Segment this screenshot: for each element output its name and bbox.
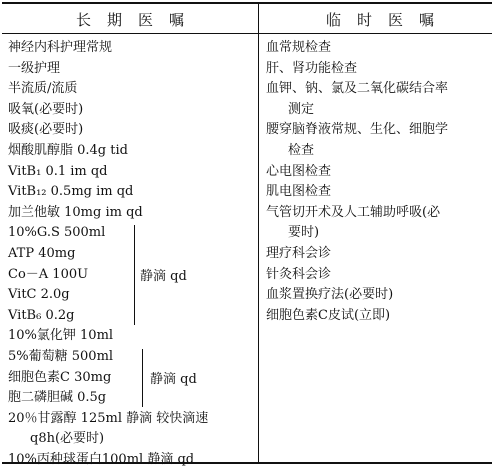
infusion-item: 胞二磷胆碱 0.5g — [8, 390, 107, 406]
order-line: 吸氧(必要时) — [8, 101, 84, 117]
infusion-item: ATP 40mg — [8, 245, 76, 261]
order-line: 烟酸肌醇脂 0.4g tid — [8, 142, 128, 158]
infusion-item: 10%氯化钾 10ml — [8, 328, 114, 344]
temporary-orders-column — [266, 38, 488, 326]
temporary-order-line: 测定 — [288, 101, 315, 117]
order-line: 吸痰(必要时) — [8, 122, 84, 138]
temporary-order-line: 腰穿脑脊液常规、生化、细胞学 — [266, 122, 449, 138]
group-bracket — [134, 225, 135, 325]
order-line: q8h(必要时) — [30, 431, 105, 447]
infusion-item: VitC 2.0g — [8, 287, 70, 303]
order-line: VitB₁₂ 0.5mg im qd — [8, 184, 134, 200]
infusion-item: VitB₆ 0.2g — [8, 307, 75, 323]
temporary-orders-header: 临时医嘱 — [326, 11, 451, 29]
long-term-orders-column — [8, 38, 254, 470]
temporary-order-line: 血浆置换疗法(必要时) — [266, 287, 394, 303]
temporary-order-line: 针灸科会诊 — [266, 266, 332, 282]
infusion-group-2 — [8, 347, 254, 409]
order-line: 一级护理 — [8, 60, 61, 76]
order-line: 半流质/流质 — [8, 81, 78, 97]
infusion-item: Co－A 100U — [8, 266, 89, 282]
temporary-order-line: 要时) — [288, 225, 320, 241]
temporary-order-line: 心电图检查 — [266, 163, 332, 179]
temporary-order-line: 肌电图检查 — [266, 184, 332, 200]
order-line: 10%丙种球蛋白100ml 静滴 qd — [8, 451, 195, 467]
order-line: 20％甘露醇 125ml 静滴 较快滴速 — [8, 410, 209, 426]
long-term-orders-header: 长期医嘱 — [76, 11, 201, 29]
group-route-label: 静滴 qd — [150, 371, 197, 387]
temporary-order-line: 检查 — [288, 142, 315, 158]
temporary-order-line: 气管切开术及人工辅助呼吸(必 — [266, 204, 441, 220]
temporary-order-line: 理疗科会诊 — [266, 245, 332, 261]
temporary-order-line: 血常规检查 — [266, 40, 332, 55]
temporary-order-line: 细胞色素C皮试(立即) — [266, 307, 391, 323]
temporary-order-line: 血钾、钠、氯及二氧化碳结合率 — [266, 81, 449, 97]
infusion-item: 细胞色素C 30mg — [8, 369, 112, 385]
column-divider — [258, 4, 259, 462]
header-divider — [2, 33, 492, 34]
temporary-order-line: 肝、肾功能检查 — [266, 60, 358, 76]
order-line: 加兰他敏 10mg im qd — [8, 204, 143, 220]
group-route-label: 静滴 qd — [140, 269, 187, 285]
order-line: VitB₁ 0.1 im qd — [8, 163, 108, 179]
infusion-item: 5%葡萄糖 500ml — [8, 348, 114, 364]
group-bracket — [142, 349, 143, 407]
infusion-group-1 — [8, 223, 254, 347]
infusion-item: 10%G.S 500ml — [8, 225, 106, 241]
orders-table — [2, 2, 492, 467]
order-line: 神经内科护理常规 — [8, 40, 113, 55]
